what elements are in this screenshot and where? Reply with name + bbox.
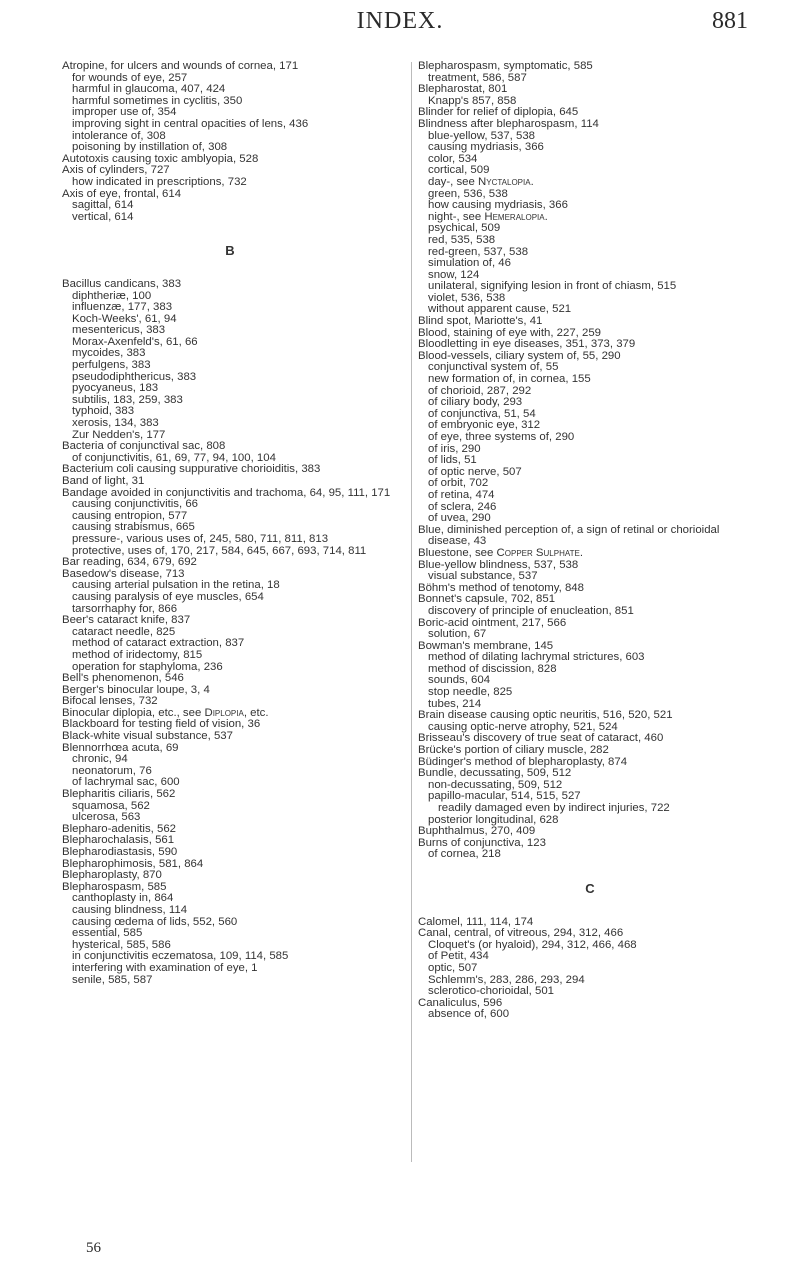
index-subentry: causing paralysis of eye muscles, 654 <box>72 590 264 603</box>
index-subentry: method of cataract extraction, 837 <box>72 637 245 650</box>
index-subentry: Cloquet's (or hyaloid), 294, 312, 466, 468 <box>428 938 637 951</box>
index-subentry: pseudodiphthericus, 383 <box>72 370 197 383</box>
index-subentry: mesentericus, 383 <box>72 324 166 337</box>
index-subentry: of retina, 474 <box>428 488 495 501</box>
index-subentry: of sclera, 246 <box>428 500 497 513</box>
index-entry: Blepharo-adenitis, 562 <box>62 822 176 835</box>
index-subentry: red-green, 537, 538 <box>428 245 529 258</box>
index-subentry: cataract needle, 825 <box>72 625 176 638</box>
index-entry: Blepharitis ciliaris, 562 <box>62 788 176 801</box>
index-entry: Bacterium coli causing suppurative chorioiditis, 383 <box>62 463 321 476</box>
index-subentry: intolerance of, 308 <box>72 129 166 142</box>
index-entry: Blepharospasm, 585 <box>62 880 167 893</box>
index-entry: Blood, staining of eye with, 227, 259 <box>418 326 602 339</box>
index-subentry: absence of, 600 <box>428 1008 510 1021</box>
index-subentry: tarsorrhaphy for, 866 <box>72 602 178 615</box>
index-subentry: Morax-Axenfeld's, 61, 66 <box>72 335 198 348</box>
index-subentry: solution, 67 <box>428 628 487 641</box>
index-subentry: of chorioid, 287, 292 <box>428 384 532 397</box>
index-entry: Berger's binocular loupe, 3, 4 <box>62 683 210 696</box>
index-subentry: night-, see Hemeralopia. <box>428 210 548 223</box>
index-subentry: sounds, 604 <box>428 674 491 687</box>
index-subentry: causing entropion, 577 <box>72 509 188 522</box>
index-subentry: psychical, 509 <box>428 222 501 235</box>
index-subentry: essential, 585 <box>72 927 143 940</box>
index-entry: Canal, central, of vitreous, 294, 312, 466 <box>418 927 624 940</box>
index-subentry: influenzæ, 177, 383 <box>72 301 173 314</box>
index-entry: Büdinger's method of blepharoplasty, 874 <box>418 755 628 768</box>
index-entry: Calomel, 111, 114, 174 <box>418 915 534 928</box>
index-subentry: of conjunctiva, 51, 54 <box>428 407 536 420</box>
index-subentry: causing œdema of lids, 552, 560 <box>72 915 238 928</box>
index-subentry: optic, 507 <box>428 961 478 974</box>
index-subentry: visual substance, 537 <box>428 570 538 583</box>
index-subentry: of Petit, 434 <box>428 950 489 963</box>
index-subentry: hysterical, 585, 586 <box>72 938 171 951</box>
index-entry: Brücke's portion of ciliary muscle, 282 <box>418 744 609 757</box>
index-subentry: Schlemm's, 283, 286, 293, 294 <box>428 973 585 986</box>
index-entry: Brisseau's discovery of true seat of cataract, 460 <box>418 732 664 745</box>
index-entry: Basedow's disease, 713 <box>62 567 185 580</box>
index-subentry: squamosa, 562 <box>72 799 150 812</box>
index-subentry: causing optic-nerve atrophy, 521, 524 <box>428 720 618 733</box>
index-subentry: of cornea, 218 <box>428 848 501 861</box>
page-number: 881 <box>712 8 748 34</box>
index-subentry: typhoid, 383 <box>72 405 135 418</box>
index-subentry: neonatorum, 76 <box>72 764 152 777</box>
index-entry: Blepharophimosis, 581, 864 <box>62 857 204 870</box>
index-subentry: improper use of, 354 <box>72 106 177 119</box>
index-subentry: green, 536, 538 <box>428 187 508 200</box>
signature-mark: 56 <box>86 1240 101 1256</box>
index-entry: Blue, diminished perception of, a sign of retinal or chorioidal disease, 43 <box>418 523 720 548</box>
index-entry: Canaliculus, 596 <box>418 996 503 1009</box>
index-entry: Blepharodiastasis, 590 <box>62 846 178 858</box>
index-subentry: sclerotico-chorioidal, 501 <box>428 985 554 998</box>
index-subentry: discovery of principle of enucleation, 851 <box>428 604 634 617</box>
index-subentry: mycoides, 383 <box>72 347 146 360</box>
column-divider <box>411 62 412 1162</box>
index-subentry: xerosis, 134, 383 <box>72 417 159 430</box>
index-subentry: Zur Nedden's, 177 <box>72 428 166 441</box>
index-entry: Bundle, decussating, 509, 512 <box>418 767 572 780</box>
index-entry: Blepharochalasis, 561 <box>62 834 175 847</box>
index-subentry: of iris, 290 <box>428 442 481 455</box>
index-subentry: pyocyaneus, 183 <box>72 382 159 395</box>
index-subentry: causing conjunctivitis, 66 <box>72 498 198 511</box>
index-entry: Blepharostat, 801 <box>418 83 508 96</box>
index-subentry: chronic, 94 <box>72 753 128 766</box>
index-subentry: improving sight in central opacities of lens, 436 <box>72 117 309 130</box>
index-subentry: for wounds of eye, 257 <box>72 71 188 84</box>
index-subentry: pressure-, various uses of, 245, 580, 711, 811, 813 <box>72 532 329 545</box>
index-entry: Band of light, 31 <box>62 475 145 487</box>
index-subentry: day-, see Nyctalopia. <box>428 175 534 188</box>
index-entry: Bonnet's capsule, 702, 851 <box>418 593 556 606</box>
index-subentry: readily damaged even by indirect injuries, 722 <box>438 802 670 814</box>
index-entry: Bell's phenomenon, 546 <box>62 672 184 685</box>
index-entry: Bowman's membrane, 145 <box>418 639 554 652</box>
index-entry: Blue-yellow blindness, 537, 538 <box>418 558 579 571</box>
index-entry: Beer's cataract knife, 837 <box>62 614 191 627</box>
index-subentry: method of discission, 828 <box>428 662 557 675</box>
index-subentry: Koch-Weeks', 61, 94 <box>72 312 177 325</box>
index-subentry: causing arterial pulsation in the retina, 18 <box>72 579 280 592</box>
section-letter: C <box>585 880 595 896</box>
index-subentry: violet, 536, 538 <box>428 291 506 304</box>
index-subentry: simulation of, 46 <box>428 257 511 270</box>
index-subentry: poisoning by instillation of, 308 <box>72 141 228 154</box>
index-subentry: of orbit, 702 <box>428 477 489 490</box>
index-subentry: of lachrymal sac, 600 <box>72 776 180 789</box>
index-entry: Bifocal lenses, 732 <box>62 695 158 708</box>
index-subentry: posterior longitudinal, 628 <box>428 813 559 826</box>
index-subentry: snow, 124 <box>428 268 480 281</box>
index-subentry: how indicated in prescriptions, 732 <box>72 175 247 188</box>
index-subentry: how causing mydriasis, 366 <box>428 199 568 212</box>
index-subentry: causing strabismus, 665 <box>72 521 195 534</box>
index-entry: Blackboard for testing field of vision, 36 <box>62 718 261 731</box>
index-entry: Atropine, for ulcers and wounds of cornea, 171 <box>62 60 299 72</box>
index-column-right <box>418 61 762 1021</box>
index-entry: Blinder for relief of diplopia, 645 <box>418 106 579 119</box>
index-entry: Autotoxis causing toxic amblyopia, 528 <box>62 152 259 165</box>
index-subentry: of conjunctivitis, 61, 69, 77, 94, 100, 104 <box>72 451 276 464</box>
index-entry: Bacillus candicans, 383 <box>62 277 182 290</box>
index-subentry: of uvea, 290 <box>428 512 491 525</box>
index-subentry: method of dilating lachrymal strictures, 603 <box>428 651 645 664</box>
index-entry: Black-white visual substance, 537 <box>62 730 233 743</box>
index-entry: Blood-vessels, ciliary system of, 55, 290 <box>418 349 621 362</box>
index-entry: Böhm's method of tenotomy, 848 <box>418 581 584 594</box>
index-entry: Bluestone, see Copper Sulphate. <box>418 546 583 559</box>
index-entry: Boric-acid ointment, 217, 566 <box>418 616 567 629</box>
index-subentry: interfering with examination of eye, 1 <box>72 961 258 974</box>
index-entry: Binocular diplopia, etc., see Diplopia, etc. <box>62 706 269 719</box>
index-subentry: new formation of, in cornea, 155 <box>428 373 591 386</box>
page-header <box>0 0 800 40</box>
index-subentry: unilateral, signifying lesion in front of chiasm, 515 <box>428 280 677 293</box>
index-subentry: papillo-macular, 514, 515, 527 <box>428 790 581 803</box>
index-subentry: sagittal, 614 <box>72 199 134 212</box>
index-subentry: ulcerosa, 563 <box>72 811 141 824</box>
index-subentry: harmful in glaucoma, 407, 424 <box>72 83 226 96</box>
index-subentry: treatment, 586, 587 <box>428 71 527 84</box>
index-subentry: operation for staphyloma, 236 <box>72 660 223 673</box>
index-subentry: Knapp's 857, 858 <box>428 94 517 107</box>
index-entry: Blindness after blepharospasm, 114 <box>418 117 599 130</box>
index-subentry: vertical, 614 <box>72 210 134 223</box>
index-subentry: stop needle, 825 <box>428 686 513 699</box>
index-entry: Bar reading, 634, 679, 692 <box>62 556 197 569</box>
index-subentry: harmful sometimes in cyclitis, 350 <box>72 94 243 107</box>
index-subentry: causing blindness, 114 <box>72 903 188 916</box>
index-entry: Burns of conjunctiva, 123 <box>418 836 546 849</box>
index-subentry: perfulgens, 383 <box>72 359 151 372</box>
index-column-left <box>62 61 398 986</box>
index-entry: Bandage avoided in conjunctivitis and trachoma, 64, 95, 111, 171 <box>62 486 391 499</box>
index-subentry: non-decussating, 509, 512 <box>428 778 563 791</box>
index-subentry: diphtheriæ, 100 <box>72 289 152 302</box>
index-subentry: of embryonic eye, 312 <box>428 419 541 432</box>
index-subentry: of lids, 51 <box>428 454 477 467</box>
index-entry: Axis of eye, frontal, 614 <box>62 187 182 200</box>
index-entry: Brain disease causing optic neuritis, 516, 520, 521 <box>418 709 673 722</box>
index-subentry: of ciliary body, 293 <box>428 396 523 409</box>
index-entry: Buphthalmus, 270, 409 <box>418 825 536 838</box>
index-subentry: senile, 585, 587 <box>72 973 153 986</box>
index-entry: Blennorrhœa acuta, 69 <box>62 741 179 754</box>
index-subentry: canthoplasty in, 864 <box>72 892 174 905</box>
index-subentry: in conjunctivitis eczematosa, 109, 114, 585 <box>72 950 289 963</box>
index-entry: Axis of cylinders, 727 <box>62 164 170 177</box>
index-subentry: of optic nerve, 507 <box>428 465 522 478</box>
index-subentry: color, 534 <box>428 152 478 165</box>
index-subentry: protective, uses of, 170, 217, 584, 645, 667, 693, 714, 811 <box>72 544 367 557</box>
index-subentry: of eye, three systems of, 290 <box>428 431 575 443</box>
index-entry: Blepharoplasty, 870 <box>62 869 162 882</box>
index-entry: Blind spot, Mariotte's, 41 <box>418 315 543 328</box>
index-entry: Bacteria of conjunctival sac, 808 <box>62 440 226 453</box>
index-subentry: blue-yellow, 537, 538 <box>428 129 536 142</box>
index-subentry: method of iridectomy, 815 <box>72 648 203 661</box>
index-entry: Blepharospasm, symptomatic, 585 <box>418 60 593 72</box>
index-subentry: causing mydriasis, 366 <box>428 141 544 154</box>
page-title: INDEX. <box>356 8 444 34</box>
index-subentry: red, 535, 538 <box>428 233 496 246</box>
index-entry: Bloodletting in eye diseases, 351, 373, 379 <box>418 338 636 351</box>
index-subentry: cortical, 509 <box>428 164 490 177</box>
section-letter: B <box>225 243 235 259</box>
index-subentry: conjunctival system of, 55 <box>428 361 559 374</box>
index-subentry: tubes, 214 <box>428 697 482 710</box>
index-subentry: subtilis, 183, 259, 383 <box>72 393 183 406</box>
index-subentry: without apparent cause, 521 <box>428 303 572 316</box>
